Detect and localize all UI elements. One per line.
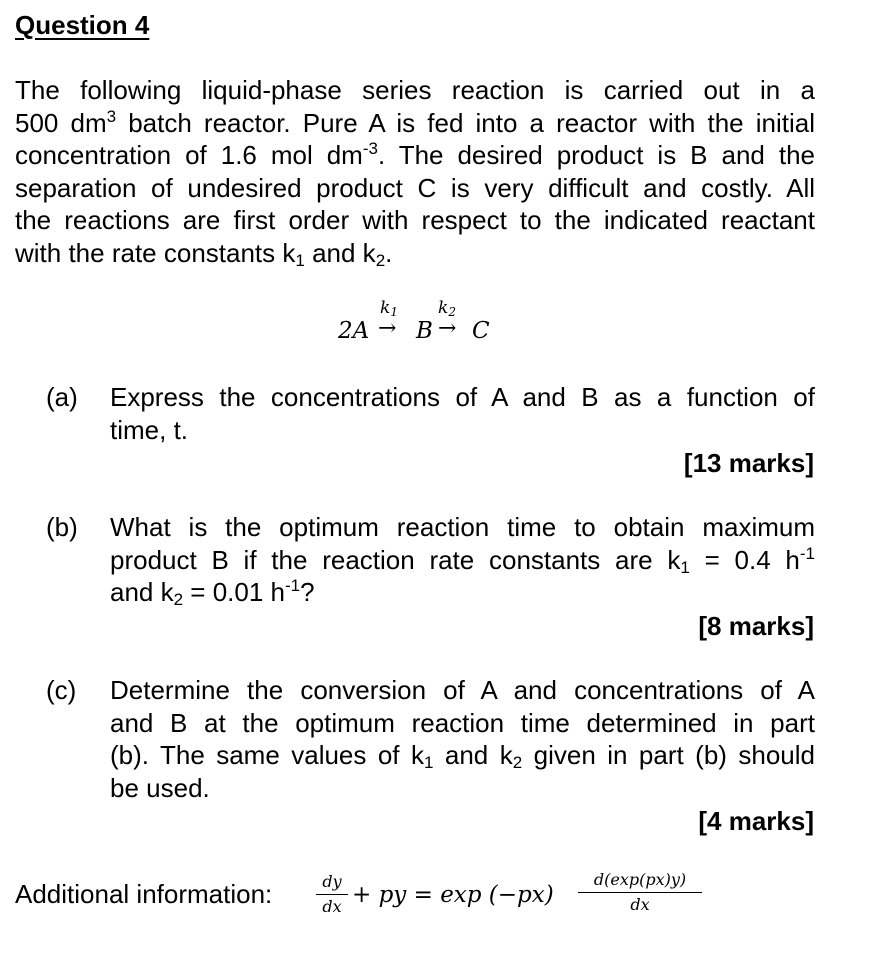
k1-subscript: 1 [390,305,398,319]
part-b-line-2 [110,544,815,577]
part-c-text-segment: given in part (b) should [522,740,815,770]
fraction-denominator: dx [322,897,342,916]
part-c-line-2: and B at the optimum reaction time determined in part [110,707,815,738]
part-a-marks: [13 marks] [683,448,814,478]
part-b-label: (b) [46,512,78,542]
part-a-line-2: time, t. [110,414,189,445]
intro-line-5: the reactions are first order with respect to the indicated reactant [15,205,815,235]
part-c-marks: [4 marks] [698,806,814,836]
part-a [46,381,816,451]
intermediate-b: B [416,318,433,344]
part-b-text-segment: = 0.01 h [183,577,285,607]
part-b-text [110,511,815,609]
part-b [46,511,816,611]
part-c [46,674,816,806]
part-b-text-segment: ? [300,577,315,607]
part-a-text [110,381,815,446]
subscript: 2 [173,590,184,609]
part-b-text-segment: and k [110,577,174,607]
part-c-line-1: Determine the conversion of A and concentrations of A [110,675,815,705]
intro-line-2 [15,107,815,140]
fraction-bar [578,892,702,893]
superscript: 3 [106,106,117,126]
part-b-marks: [8 marks] [698,611,814,641]
intro-text: . The desired product is B and the [377,140,815,170]
superscript: -1 [799,543,815,563]
subscript: 1 [295,250,305,270]
part-c-text-segment: (b). The same values of k [110,740,424,770]
rate-constant-k1 [380,298,398,318]
fraction-dy-dx [316,872,348,917]
part-b-line-1: What is the optimum reaction time to obtain maximum [110,512,815,542]
subscript: 1 [423,753,434,772]
part-b-text-segment: = 0.4 h [689,544,800,575]
product-c: C [472,318,490,344]
intro-text: 500 dm [15,107,107,138]
part-a-line-1: Express the concentrations of A and B as a function of [110,382,815,412]
intro-text: concentration of 1.6 mol dm [15,140,363,170]
intro-line-4: separation of undesired product C is very difficult and costly. All [15,172,815,203]
arrow-icon: → [378,316,397,341]
intro-text: batch reactor. Pure A is fed into a reactor with the initial [128,107,816,138]
reaction-scheme [338,298,538,348]
part-c-text [110,674,815,804]
question-title: Question 4 [15,10,150,40]
intro-line-1: The following liquid-phase series reaction is carried out in a [15,75,815,105]
k2-letter: k [438,298,449,318]
additional-info-equation [310,866,730,926]
superscript: -1 [285,576,301,595]
intro-text: and k [312,237,376,268]
additional-info-label: Additional information: [15,879,273,909]
part-b-text-segment: product B if the reaction rate constants are k [110,544,681,575]
equation-middle: + py = exp (−px) [352,882,554,908]
part-c-line-4: be used. [110,772,210,803]
part-a-label: (a) [46,382,78,412]
k1-letter: k [380,298,391,318]
fraction-numerator: dy [322,872,342,891]
arrow-icon: → [438,316,457,341]
intro-text: . [385,237,393,268]
subscript: 2 [375,250,386,270]
part-c-line-3 [110,739,815,772]
part-c-label: (c) [46,675,77,705]
rate-constant-k2 [438,298,456,318]
intro-text: with the rate constants k [15,237,296,268]
reactant-2a: 2A [338,318,370,344]
intro-line-6 [15,237,815,270]
fraction-bar [316,894,348,895]
part-c-text-segment: and k [433,740,513,770]
subscript: 2 [512,753,523,772]
superscript: -3 [362,139,378,158]
intro-line-3 [15,139,815,172]
question-intro [15,74,815,269]
fraction-numerator: d(exp(px)y) [593,870,687,889]
part-b-line-3 [110,576,815,609]
fraction-d-exp [578,870,702,915]
subscript: 1 [680,557,690,577]
k2-subscript: 2 [448,305,456,319]
fraction-denominator: dx [630,895,650,914]
